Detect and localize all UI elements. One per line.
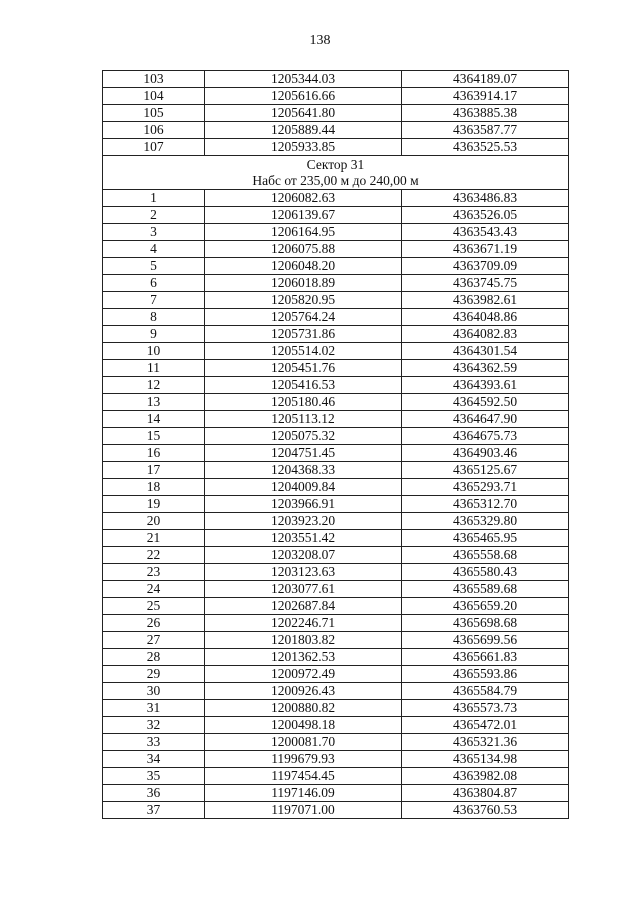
- y-coordinate-cell: 4365584.79: [402, 683, 569, 700]
- table-row: [103, 564, 569, 581]
- table-row: [103, 241, 569, 258]
- point-number-cell: 25: [103, 598, 205, 615]
- x-coordinate-cell: 1206139.67: [205, 207, 402, 224]
- x-coordinate-cell: 1204751.45: [205, 445, 402, 462]
- y-coordinate-cell: 4365329.80: [402, 513, 569, 530]
- table-row: [103, 377, 569, 394]
- table-row: [103, 751, 569, 768]
- x-coordinate-cell: 1203551.42: [205, 530, 402, 547]
- table-row: [103, 275, 569, 292]
- table-row: [103, 479, 569, 496]
- x-coordinate-cell: 1203923.20: [205, 513, 402, 530]
- table-row: [103, 309, 569, 326]
- y-coordinate-cell: 4364903.46: [402, 445, 569, 462]
- y-coordinate-cell: 4365134.98: [402, 751, 569, 768]
- table-row: [103, 530, 569, 547]
- x-coordinate-cell: 1205514.02: [205, 343, 402, 360]
- x-coordinate-cell: 1205933.85: [205, 139, 402, 156]
- x-coordinate-cell: 1206164.95: [205, 224, 402, 241]
- table-row: [103, 666, 569, 683]
- y-coordinate-cell: 4363671.19: [402, 241, 569, 258]
- x-coordinate-cell: 1205451.76: [205, 360, 402, 377]
- x-coordinate-cell: 1205344.03: [205, 71, 402, 88]
- table-row: [103, 122, 569, 139]
- x-coordinate-cell: 1197454.45: [205, 768, 402, 785]
- table-row: [103, 326, 569, 343]
- table-row: [103, 258, 569, 275]
- section-header-row: [103, 156, 569, 190]
- y-coordinate-cell: 4365465.95: [402, 530, 569, 547]
- table-row: [103, 71, 569, 88]
- x-coordinate-cell: 1197146.09: [205, 785, 402, 802]
- point-number-cell: 37: [103, 802, 205, 819]
- table-row: [103, 207, 569, 224]
- point-number-cell: 106: [103, 122, 205, 139]
- x-coordinate-cell: 1205641.80: [205, 105, 402, 122]
- point-number-cell: 36: [103, 785, 205, 802]
- table-row: [103, 88, 569, 105]
- table-row: [103, 547, 569, 564]
- y-coordinate-cell: 4364189.07: [402, 71, 569, 88]
- y-coordinate-cell: 4363526.05: [402, 207, 569, 224]
- y-coordinate-cell: 4365312.70: [402, 496, 569, 513]
- point-number-cell: 11: [103, 360, 205, 377]
- point-number-cell: 26: [103, 615, 205, 632]
- table-row: [103, 445, 569, 462]
- point-number-cell: 21: [103, 530, 205, 547]
- point-number-cell: 15: [103, 428, 205, 445]
- y-coordinate-cell: 4363709.09: [402, 258, 569, 275]
- section-header-body: [103, 156, 569, 190]
- x-coordinate-cell: 1206048.20: [205, 258, 402, 275]
- table-row: [103, 105, 569, 122]
- point-number-cell: 6: [103, 275, 205, 292]
- y-coordinate-cell: 4365580.43: [402, 564, 569, 581]
- table-row: [103, 139, 569, 156]
- x-coordinate-cell: 1205113.12: [205, 411, 402, 428]
- x-coordinate-cell: 1201362.53: [205, 649, 402, 666]
- x-coordinate-cell: 1204009.84: [205, 479, 402, 496]
- y-coordinate-cell: 4364301.54: [402, 343, 569, 360]
- x-coordinate-cell: 1206082.63: [205, 190, 402, 207]
- table-body-after: [103, 190, 569, 819]
- point-number-cell: 28: [103, 649, 205, 666]
- point-number-cell: 33: [103, 734, 205, 751]
- x-coordinate-cell: 1199679.93: [205, 751, 402, 768]
- x-coordinate-cell: 1200081.70: [205, 734, 402, 751]
- table-row: [103, 615, 569, 632]
- table-row: [103, 581, 569, 598]
- point-number-cell: 8: [103, 309, 205, 326]
- table-row: [103, 462, 569, 479]
- table-body-before: [103, 71, 569, 156]
- point-number-cell: 22: [103, 547, 205, 564]
- y-coordinate-cell: 4365558.68: [402, 547, 569, 564]
- point-number-cell: 4: [103, 241, 205, 258]
- point-number-cell: 107: [103, 139, 205, 156]
- table-row: [103, 224, 569, 241]
- point-number-cell: 10: [103, 343, 205, 360]
- table-row: [103, 343, 569, 360]
- point-number-cell: 19: [103, 496, 205, 513]
- y-coordinate-cell: 4363760.53: [402, 802, 569, 819]
- point-number-cell: 31: [103, 700, 205, 717]
- point-number-cell: 2: [103, 207, 205, 224]
- y-coordinate-cell: 4364393.61: [402, 377, 569, 394]
- point-number-cell: 5: [103, 258, 205, 275]
- point-number-cell: 1: [103, 190, 205, 207]
- x-coordinate-cell: 1204368.33: [205, 462, 402, 479]
- y-coordinate-cell: 4365573.73: [402, 700, 569, 717]
- y-coordinate-cell: 4365698.68: [402, 615, 569, 632]
- table-row: [103, 598, 569, 615]
- point-number-cell: 9: [103, 326, 205, 343]
- point-number-cell: 3: [103, 224, 205, 241]
- x-coordinate-cell: 1203966.91: [205, 496, 402, 513]
- y-coordinate-cell: 4363587.77: [402, 122, 569, 139]
- section-title: Сектор 31: [306, 156, 365, 172]
- table-row: [103, 394, 569, 411]
- point-number-cell: 34: [103, 751, 205, 768]
- x-coordinate-cell: 1197071.00: [205, 802, 402, 819]
- y-coordinate-cell: 4363745.75: [402, 275, 569, 292]
- x-coordinate-cell: 1205180.46: [205, 394, 402, 411]
- table-row: [103, 649, 569, 666]
- table-row: [103, 360, 569, 377]
- y-coordinate-cell: 4365659.20: [402, 598, 569, 615]
- x-coordinate-cell: 1205616.66: [205, 88, 402, 105]
- x-coordinate-cell: 1202687.84: [205, 598, 402, 615]
- point-number-cell: 17: [103, 462, 205, 479]
- x-coordinate-cell: 1200926.43: [205, 683, 402, 700]
- y-coordinate-cell: 4364082.83: [402, 326, 569, 343]
- x-coordinate-cell: 1201803.82: [205, 632, 402, 649]
- x-coordinate-cell: 1200880.82: [205, 700, 402, 717]
- x-coordinate-cell: 1206075.88: [205, 241, 402, 258]
- y-coordinate-cell: 4364675.73: [402, 428, 569, 445]
- point-number-cell: 35: [103, 768, 205, 785]
- point-number-cell: 24: [103, 581, 205, 598]
- x-coordinate-cell: 1205820.95: [205, 292, 402, 309]
- section-header: [103, 156, 569, 190]
- y-coordinate-cell: 4365593.86: [402, 666, 569, 683]
- x-coordinate-cell: 1203123.63: [205, 564, 402, 581]
- y-coordinate-cell: 4363982.61: [402, 292, 569, 309]
- x-coordinate-cell: 1205416.53: [205, 377, 402, 394]
- table-row: [103, 700, 569, 717]
- table-row: [103, 411, 569, 428]
- y-coordinate-cell: 4363543.43: [402, 224, 569, 241]
- y-coordinate-cell: 4365293.71: [402, 479, 569, 496]
- y-coordinate-cell: 4363804.87: [402, 785, 569, 802]
- y-coordinate-cell: 4363885.38: [402, 105, 569, 122]
- x-coordinate-cell: 1203208.07: [205, 547, 402, 564]
- point-number-cell: 27: [103, 632, 205, 649]
- y-coordinate-cell: 4364592.50: [402, 394, 569, 411]
- table-row: [103, 632, 569, 649]
- y-coordinate-cell: 4365321.36: [402, 734, 569, 751]
- table-row: [103, 428, 569, 445]
- table-row: [103, 768, 569, 785]
- point-number-cell: 23: [103, 564, 205, 581]
- point-number-cell: 7: [103, 292, 205, 309]
- point-number-cell: 30: [103, 683, 205, 700]
- y-coordinate-cell: 4363914.17: [402, 88, 569, 105]
- y-coordinate-cell: 4363525.53: [402, 139, 569, 156]
- point-number-cell: 104: [103, 88, 205, 105]
- table-row: [103, 513, 569, 530]
- x-coordinate-cell: 1203077.61: [205, 581, 402, 598]
- point-number-cell: 29: [103, 666, 205, 683]
- table-row: [103, 496, 569, 513]
- point-number-cell: 20: [103, 513, 205, 530]
- table-row: [103, 190, 569, 207]
- y-coordinate-cell: 4364048.86: [402, 309, 569, 326]
- x-coordinate-cell: 1205731.86: [205, 326, 402, 343]
- y-coordinate-cell: 4365699.56: [402, 632, 569, 649]
- table-row: [103, 292, 569, 309]
- table-row: [103, 785, 569, 802]
- coordinates-table: [102, 70, 569, 819]
- x-coordinate-cell: 1200498.18: [205, 717, 402, 734]
- y-coordinate-cell: 4364647.90: [402, 411, 569, 428]
- y-coordinate-cell: 4363486.83: [402, 190, 569, 207]
- x-coordinate-cell: 1206018.89: [205, 275, 402, 292]
- y-coordinate-cell: 4365125.67: [402, 462, 569, 479]
- table-row: [103, 802, 569, 819]
- x-coordinate-cell: 1200972.49: [205, 666, 402, 683]
- table-row: [103, 683, 569, 700]
- point-number-cell: 32: [103, 717, 205, 734]
- x-coordinate-cell: 1202246.71: [205, 615, 402, 632]
- x-coordinate-cell: 1205764.24: [205, 309, 402, 326]
- page-number: 138: [309, 33, 331, 48]
- section-subtitle: Набс от 235,00 м до 240,00 м: [252, 172, 419, 188]
- y-coordinate-cell: 4365661.83: [402, 649, 569, 666]
- x-coordinate-cell: 1205075.32: [205, 428, 402, 445]
- y-coordinate-cell: 4363982.08: [402, 768, 569, 785]
- point-number-cell: 103: [103, 71, 205, 88]
- table-row: [103, 717, 569, 734]
- y-coordinate-cell: 4365472.01: [402, 717, 569, 734]
- x-coordinate-cell: 1205889.44: [205, 122, 402, 139]
- point-number-cell: 18: [103, 479, 205, 496]
- point-number-cell: 14: [103, 411, 205, 428]
- point-number-cell: 16: [103, 445, 205, 462]
- y-coordinate-cell: 4364362.59: [402, 360, 569, 377]
- point-number-cell: 12: [103, 377, 205, 394]
- point-number-cell: 105: [103, 105, 205, 122]
- point-number-cell: 13: [103, 394, 205, 411]
- y-coordinate-cell: 4365589.68: [402, 581, 569, 598]
- table-row: [103, 734, 569, 751]
